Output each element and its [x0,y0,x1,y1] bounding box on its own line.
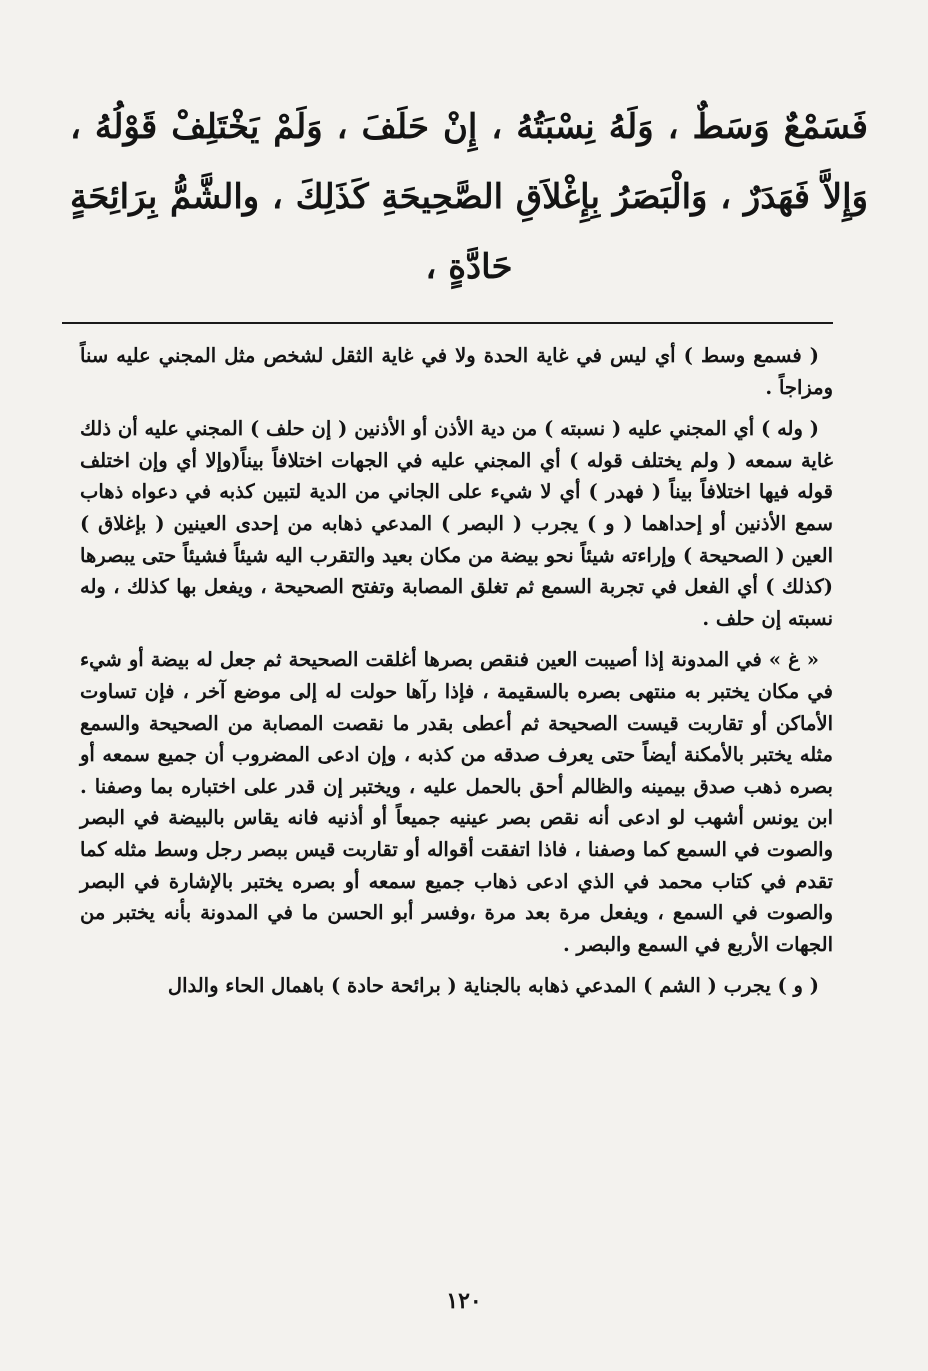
page-number: ١٢٠ [446,1288,482,1314]
separator-rule [62,322,833,324]
commentary-paragraph: ( و ) يجرب ( الشم ) المدعي ذهابه بالجناية ( برائحة حادة ) باهمال الحاء والدال [167,974,819,998]
commentary [80,340,833,1012]
commentary-paragraph: ( وله ) أي المجني عليه ( نسبته ) من دية الأذن أو الأذنين ( إن حلف ) المجني عليه أن ذلك غاية سمعه ( ولم يختلف قوله ) أي المجني عليه في الجهات اختلافاً بيناً(وإلا أي وإن اختلف قوله فيها اختلافاً بيناً ( فهدر ) أي لا شيء على الجاني من الدية لتبين كذبه في دعواه ذهاب سمع الأذنين أو إحداهما ( و ) يجرب ( البصر ) المدعي ذهابه من إحدى العينين ( بإغلاق ) العين ( الصحيحة ) وإراءته شيئاً نحو بيضة من مكان بعيد والتقرب اليه شيئاً فشيئاً حتى يبصرها (كذلك ) أي الفعل في تجربة السمع ثم تغلق المصابة وتفتح الصحيحة ، ويفعل بها كذلك ، وله نسبته إن حلف . [80,417,833,630]
matn-text: فَسَمْعٌ وَسَطٌ ، وَلَهُ نِسْبَتُهُ ، إِنْ حَلَفَ ، وَلَمْ يَخْتَلِفْ قَوْلُهُ ، وَإِلاَّ فَهَدَرٌ ، وَالْبَصَرُ بِإِغْلاَقِ الصَّحِيحَةِ كَذَلِكَ ، والشَّمُّ بِرَائِحَةٍ حَادَّةٍ ، [70,107,868,287]
commentary-paragraph: « غ » في المدونة إذا أصيبت العين فنقص بصرها أغلقت الصحيحة ثم جعل له بيضة أو شيء في مكان يختبر به منتهى بصره بالسقيمة ، فإذا رآها حولت له إلى موضع آخر ، فإن تساوت الأماكن أو تقاربت قيست الصحيحة ثم أعطى بقدر ما نقصت المصابة من الصحيحة والسمع مثله يختبر بالأمكنة أيضاً حتى يعرف صدقه من كذبه ، وإن ادعى المضروب أن جميع سمعه أو بصره ذهب صدق بيمينه والظالم أحق بالحمل عليه ، ويختبر إن قدر على اختباره بما وصفنا . ابن يونس أشهب لو ادعى أنه نقص بصر عينيه جميعاً أو أذنيه فانه يقاس بالبيضة في البصر والصوت في السمع كما وصفنا ، فاذا اتفقت أقواله أو تقاربت قيس ببصر رجل وسط مثله كما تقدم في كتاب محمد في الذي ادعى ذهاب جميع سمعه أو بصره يختبر بالإشارة في البصر والصوت في السمع ، ويفعل مرة بعد مرة ،وفسر أبو الحسن ما في المدونة بأنه يختبر من الجهات الأربع في السمع والبصر . [80,648,833,956]
commentary-paragraph: ( فسمع وسط ) أي ليس في غاية الحدة ولا في غاية الثقل لشخص مثل المجني عليه سناً ومزاجاً . [80,344,833,399]
